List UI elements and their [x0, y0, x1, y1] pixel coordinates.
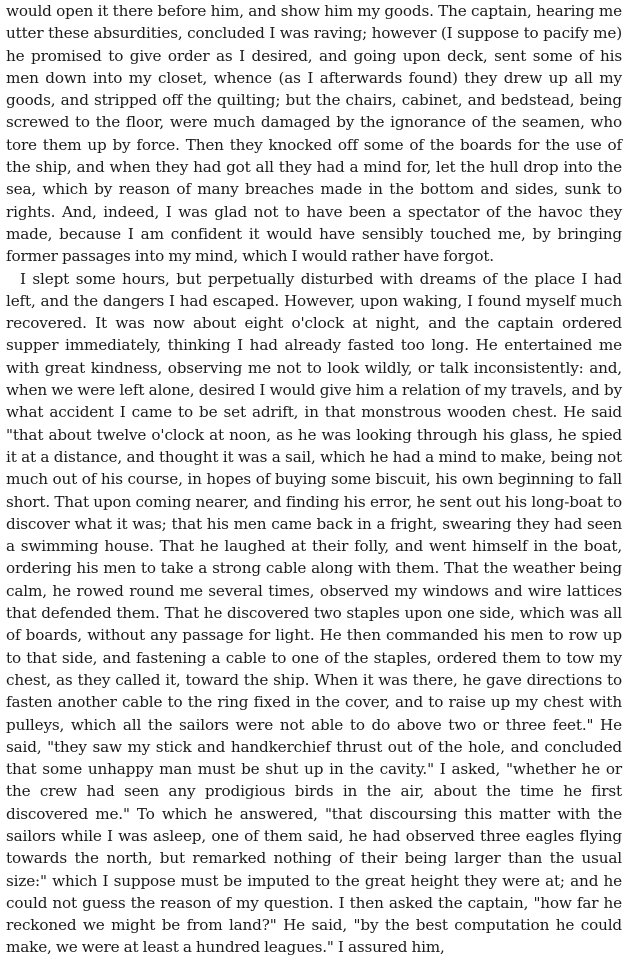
paragraph-2: I slept some hours, but perpetually disturbed with dreams of the place I had left, and the dangers I had escaped. However, upon waking, I found myself much recovered. It was now about eight o'clock at night, and the captain ordered supper immediately, thinking I had already fasted too long. He entertained me with great kindness, observing me not to look wildly, or talk inconsistently: and, when we were left alone, desired I would give him a relation of my travels, and by what accident I came to be set adrift, in that monstrous wooden chest. He said "that about twelve o'clock at noon, as he was looking through his glass, he spied it at a distance, and thought it was a sail, which he had a mind to make, being not much out of his course, in hopes of buying some biscuit, his own beginning to fall short. That upon coming nearer, and finding his error, he sent out his long-boat to discover what it was; that his men came back in a fright, swearing they had seen a swimming house. That he laughed at their folly, and went himself in the boat, ordering his men to take a strong cable along with them. That the weather being calm, he rowed round me several times, observed my windows and wire lattices that defended them. That he discovered two staples upon one side, which was all of boards, without any passage for light. He then commanded his men to row up to that side, and fastening a cable to one of the staples, ordered them to tow my chest, as they called it, toward the ship. When it was there, he gave directions to fasten another cable to the ring fixed in the cover, and to raise up my chest with pulleys, which all the sailors were not able to do above two or three feet." He said, "they saw my stick and handkerchief thrust out of the hole, and concluded that some unhappy man must be shut up in the cavity." I asked, "whether he or the crew had seen any prodigious birds in the air, about the time he first discovered me." To which he answered, "that discoursing this matter with the sailors while I was asleep, one of them said, he had observed three eagles flying towards the north, but remarked nothing of their being larger than the usual size:" which I suppose must be imputed to the great height they were at; and he could not guess the reason of my question. I then asked the captain, "how far he reckoned we might be from land?" He said, "by the best computation he could make, we were at least a hundred leagues." I assured him,: [6, 269, 622, 957]
paragraph-1: would open it there before him, and show him my goods. The captain, hearing me utter these absurdities, concluded I was raving; however (I suppose to pacify me) he promised to give order as I desired, and going upon deck, sent some of his men down into my closet, whence (as I afterwards found) they drew up all my goods, and stripped off the quilting; but the chairs, cabinet, and bedstead, being screwed to the floor, were much damaged by the ignorance of the seamen, who tore them up by force. Then they knocked off some of the boards for the use of the ship, and when they had got all they had a mind for, let the hull drop into the sea, which by reason of many breaches made in the bottom and sides, sunk to rights. And, indeed, I was glad not to have been a spectator of the havoc they made, because I am confident it would have sensibly touched me, by bringing former passages into my mind, which I would rather have forgot.: [6, 2, 622, 266]
